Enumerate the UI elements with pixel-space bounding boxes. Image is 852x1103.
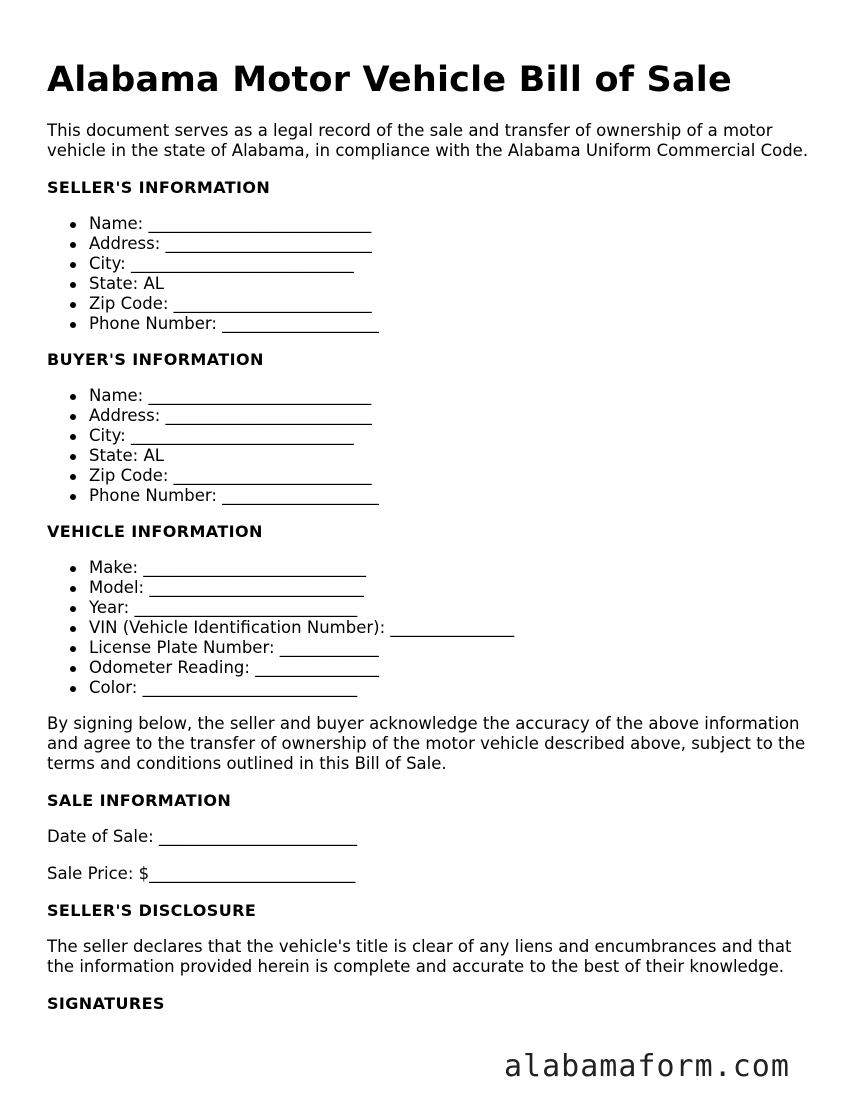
- site-watermark: alabamaform.com: [504, 1049, 790, 1084]
- vehicle-year-field: Year: ___________________________: [89, 598, 817, 618]
- buyer-name-field: Name: ___________________________: [89, 386, 817, 406]
- buyer-field-list: [47, 386, 817, 506]
- buyer-phone-field: Phone Number: ___________________: [89, 486, 817, 506]
- seller-phone-field: Phone Number: ___________________: [89, 314, 817, 334]
- seller-city-field: City: ___________________________: [89, 254, 817, 274]
- buyer-zip-field: Zip Code: ________________________: [89, 466, 817, 486]
- seller-heading: SELLER'S INFORMATION: [47, 178, 271, 197]
- vehicle-heading: VEHICLE INFORMATION: [47, 522, 263, 541]
- signatures-heading: SIGNATURES: [47, 994, 165, 1013]
- document-page: [47, 56, 817, 1030]
- buyer-address-field: Address: _________________________: [89, 406, 817, 426]
- sale-date-field: Date of Sale: ________________________: [47, 827, 357, 846]
- disclosure-paragraph: The seller declares that the vehicle's title is clear of any liens and encumbrances and that the information provided herein is complete and accurate to the best of their knowledge.: [47, 937, 792, 976]
- seller-zip-field: Zip Code: ________________________: [89, 294, 817, 314]
- buyer-heading: BUYER'S INFORMATION: [47, 350, 264, 369]
- vehicle-color-field: Color: __________________________: [89, 678, 817, 698]
- buyer-state-field: State: AL: [89, 446, 817, 466]
- intro-paragraph: This document serves as a legal record of the sale and transfer of ownership of a motor vehicle in the state of Alabama, in compliance with the Alabama Uniform Commercial Code.: [47, 121, 809, 160]
- document-title: Alabama Motor Vehicle Bill of Sale: [47, 60, 732, 100]
- vehicle-plate-field: License Plate Number: ____________: [89, 638, 817, 658]
- seller-address-field: Address: _________________________: [89, 234, 817, 254]
- sale-price-field: Sale Price: $_________________________: [47, 864, 356, 883]
- seller-name-field: Name: ___________________________: [89, 214, 817, 234]
- vehicle-make-field: Make: ___________________________: [89, 558, 817, 578]
- seller-state-field: State: AL: [89, 274, 817, 294]
- buyer-city-field: City: ___________________________: [89, 426, 817, 446]
- acknowledgement-paragraph: By signing below, the seller and buyer acknowledge the accuracy of the above information and agree to the transfer of ownership of the motor vehicle described above, subject to the terms and conditions outlined in this Bill of Sale.: [47, 714, 806, 773]
- vehicle-field-list: [47, 558, 817, 698]
- vehicle-model-field: Model: __________________________: [89, 578, 817, 598]
- sale-heading: SALE INFORMATION: [47, 791, 232, 810]
- disclosure-heading: SELLER'S DISCLOSURE: [47, 901, 257, 920]
- vehicle-odometer-field: Odometer Reading: _______________: [89, 658, 817, 678]
- seller-field-list: [47, 214, 817, 334]
- vehicle-vin-field: VIN (Vehicle Identification Number): _______________: [89, 618, 817, 638]
